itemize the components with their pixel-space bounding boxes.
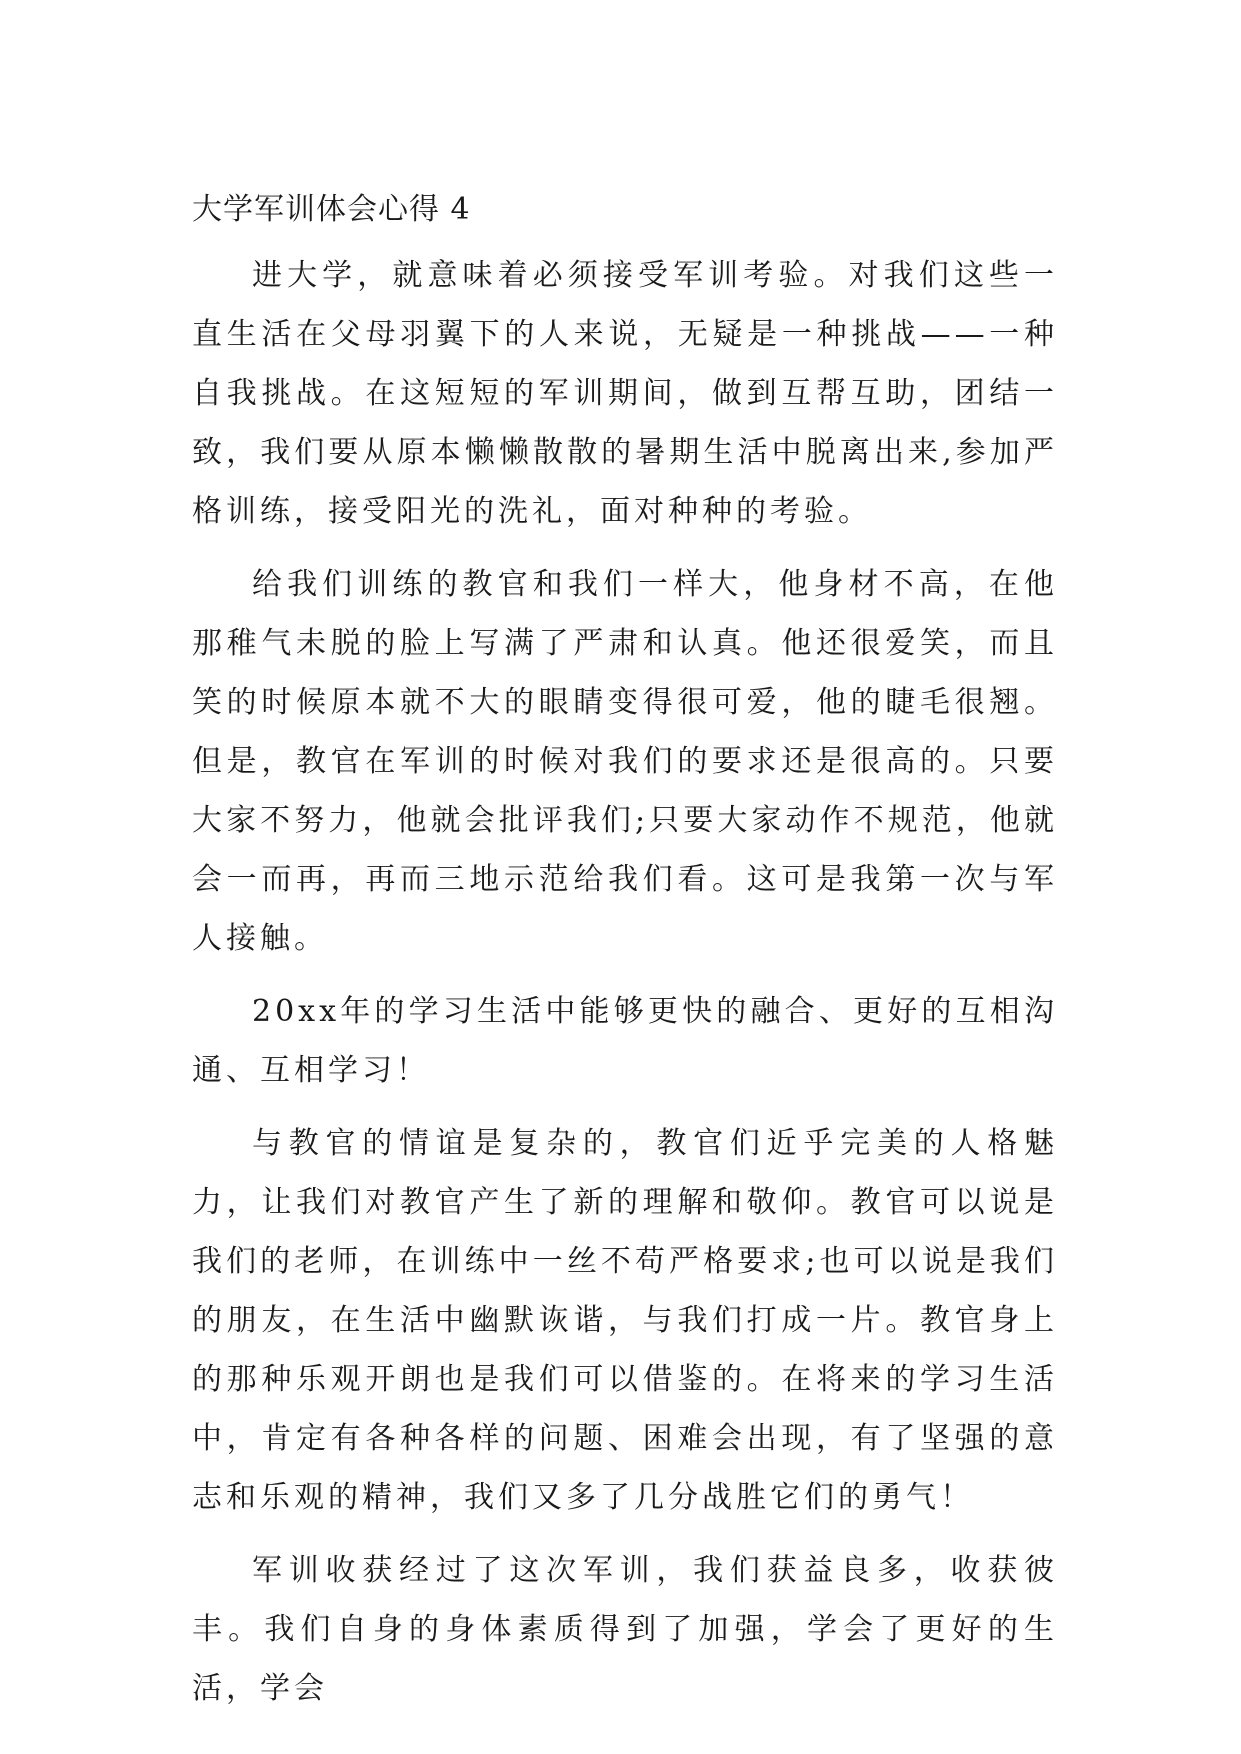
paragraph-3: 20xx年的学习生活中能够更快的融合、更好的互相沟通、互相学习！ bbox=[192, 994, 1058, 1088]
paragraph-2: 给我们训练的教官和我们一样大，他身材不高，在他那稚气未脱的脸上写满了严肃和认真。他还很爱笑，而且笑的时候原本就不大的眼睛变得很可爱，他的睫毛很翘。但是，教官在军训的时候对我们的要求还是很高的。只要大家不努力，他就会批评我们;只要大家动作不规范，他就会一而再，再而三地示范给我们看。这可是我第一次与军人接触。 bbox=[192, 567, 1058, 956]
paragraph-4: 与教官的情谊是复杂的，教官们近乎完美的人格魅力，让我们对教官产生了新的理解和敬仰。教官可以说是我们的老师，在训练中一丝不苟严格要求;也可以说是我们的朋友，在生活中幽默诙谐，与我们打成一片。教官身上的那种乐观开朗也是我们可以借鉴的。在将来的学习生活中，肯定有各种各样的问题、困难会出现，有了坚强的意志和乐观的精神，我们又多了几分战胜它们的勇气！ bbox=[192, 1126, 1058, 1515]
paragraph-5: 军训收获经过了这次军训，我们获益良多，收获彼丰。我们自身的身体素质得到了加强，学会了更好的生活，学会 bbox=[192, 1553, 1058, 1706]
paragraph-1: 进大学，就意味着必须接受军训考验。对我们这些一直生活在父母羽翼下的人来说，无疑是一种挑战——一种自我挑战。在这短短的军训期间，做到互帮互助，团结一致，我们要从原本懒懒散散的暑期生活中脱离出来,参加严格训练，接受阳光的洗礼，面对种种的考验。 bbox=[192, 258, 1058, 529]
document-title: 大学军训体会心得 4 bbox=[192, 192, 471, 227]
document-body bbox=[192, 190, 1058, 1718]
